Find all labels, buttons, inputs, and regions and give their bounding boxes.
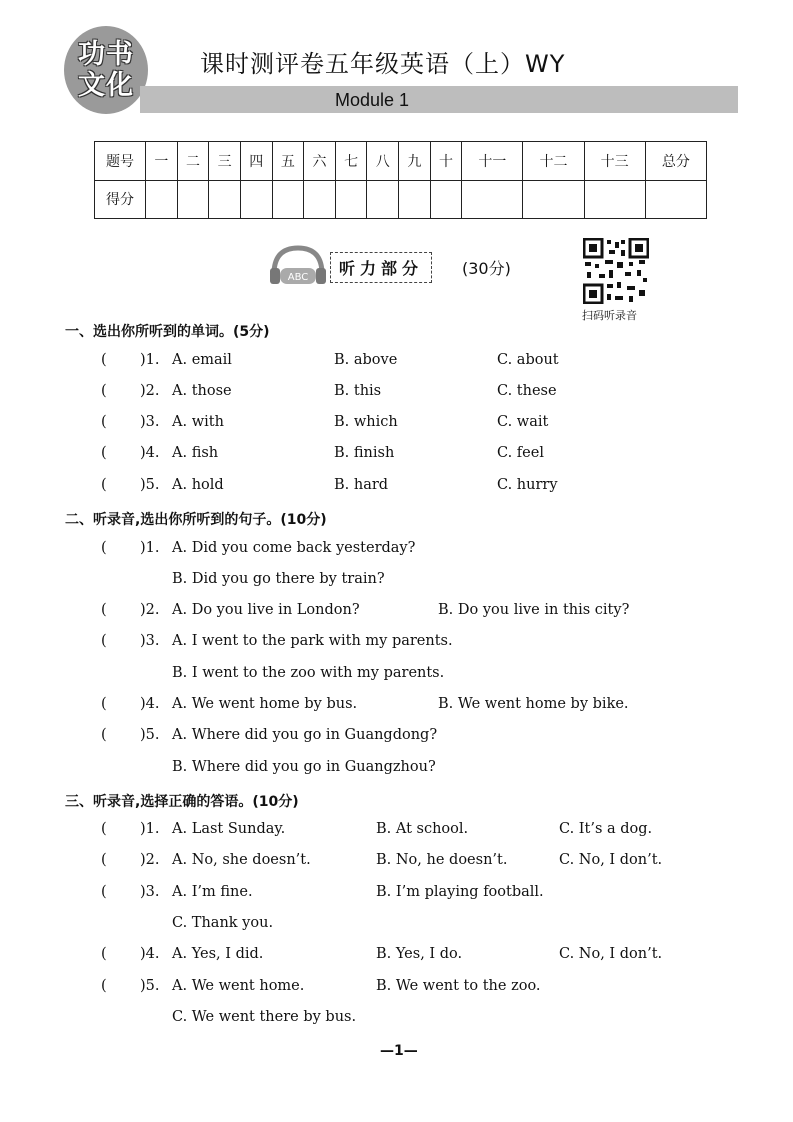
- option-c: C. It’s a dog.: [559, 821, 653, 837]
- answer-paren[interactable]: (: [101, 978, 107, 994]
- column-header: 十一: [462, 142, 523, 181]
- option-b: B. Yes, I do.: [376, 946, 463, 962]
- question-number: )2.: [140, 383, 160, 399]
- score-cell[interactable]: [430, 180, 462, 219]
- option-a: A. Did you come back yesterday?: [172, 540, 416, 556]
- question-number: )2.: [140, 602, 160, 618]
- answer-paren[interactable]: (: [101, 946, 107, 962]
- score-cell[interactable]: [584, 180, 645, 219]
- score-cell[interactable]: [177, 180, 209, 219]
- option-b: B. which: [334, 414, 398, 430]
- option-a: A. email: [172, 352, 232, 368]
- option-b: B. Did you go there by train?: [172, 571, 385, 587]
- headphone-text: ABC: [287, 272, 309, 283]
- question-number: )5.: [140, 978, 160, 994]
- column-header: 总分: [645, 142, 706, 181]
- question-number: )3.: [140, 884, 160, 900]
- question-number: )4.: [140, 696, 160, 712]
- option-c: C. hurry: [497, 477, 558, 493]
- module-label: Module 1: [335, 90, 410, 110]
- column-header: 十: [430, 142, 462, 181]
- logo-text-bottom: 文化: [78, 70, 134, 101]
- option-b: B. hard: [334, 477, 389, 493]
- answer-paren[interactable]: (: [101, 445, 107, 461]
- option-a: A. Last Sunday.: [172, 821, 286, 837]
- section-2-title: 二、听录音,选出你所听到的句子。(10分): [65, 512, 327, 528]
- question-number: )1.: [140, 821, 160, 837]
- option-a: A. fish: [172, 445, 219, 461]
- answer-paren[interactable]: (: [101, 383, 107, 399]
- score-cell[interactable]: [335, 180, 367, 219]
- question-number: )5.: [140, 727, 160, 743]
- module-band: [140, 86, 738, 113]
- option-b: B. I went to the zoo with my parents.: [172, 665, 445, 681]
- question-number: )5.: [140, 477, 160, 493]
- option-a: A. with: [172, 414, 224, 430]
- score-cell[interactable]: [367, 180, 399, 219]
- question-number: )1.: [140, 352, 160, 368]
- answer-paren[interactable]: (: [101, 821, 107, 837]
- option-c: C. these: [497, 383, 557, 399]
- listening-score: (30分): [462, 259, 511, 278]
- answer-paren[interactable]: (: [101, 602, 107, 618]
- score-cell[interactable]: [272, 180, 304, 219]
- page-title: 课时测评卷五年级英语（上）WY: [200, 50, 566, 78]
- answer-paren[interactable]: (: [101, 414, 107, 430]
- column-header: 十三: [584, 142, 645, 181]
- option-c: C. wait: [497, 414, 549, 430]
- option-c: C. feel: [497, 445, 544, 461]
- question-number: )4.: [140, 445, 160, 461]
- score-cell[interactable]: [304, 180, 336, 219]
- score-cell[interactable]: [240, 180, 272, 219]
- option-c: C. We went there by bus.: [172, 1009, 357, 1025]
- page-number: —1—: [380, 1043, 418, 1059]
- option-b: B. finish: [334, 445, 395, 461]
- score-cell[interactable]: [146, 180, 178, 219]
- column-header: 一: [146, 142, 178, 181]
- column-header: 六: [304, 142, 336, 181]
- answer-paren[interactable]: (: [101, 696, 107, 712]
- option-a: A. I went to the park with my parents.: [172, 633, 453, 649]
- answer-paren[interactable]: (: [101, 352, 107, 368]
- header-cell: 得分: [95, 180, 146, 219]
- option-b: B. this: [334, 383, 382, 399]
- option-a: A. those: [172, 383, 232, 399]
- publisher-logo: [64, 26, 148, 114]
- score-table: [94, 141, 707, 219]
- score-cell[interactable]: [209, 180, 241, 219]
- option-b: B. At school.: [376, 821, 469, 837]
- option-b: B. Do you live in this city?: [438, 602, 630, 618]
- answer-paren[interactable]: (: [101, 477, 107, 493]
- option-a: A. Where did you go in Guangdong?: [172, 727, 438, 743]
- qr-label: 扫码听录音: [582, 309, 637, 322]
- logo-text-top: 功书: [78, 39, 134, 70]
- answer-paren[interactable]: (: [101, 852, 107, 868]
- option-b: B. I’m playing football.: [376, 884, 544, 900]
- listening-banner: 听力部分: [330, 252, 432, 283]
- score-header-row: [95, 142, 707, 181]
- answer-paren[interactable]: (: [101, 633, 107, 649]
- question-number: )3.: [140, 633, 160, 649]
- column-header: 十二: [523, 142, 584, 181]
- score-value-row: [95, 180, 707, 219]
- option-a: A. We went home by bus.: [172, 696, 358, 712]
- question-number: )2.: [140, 852, 160, 868]
- column-header: 三: [209, 142, 241, 181]
- header-cell: 题号: [95, 142, 146, 181]
- option-b: B. Where did you go in Guangzhou?: [172, 759, 436, 775]
- option-a: A. I’m fine.: [172, 884, 253, 900]
- option-c: C. about: [497, 352, 559, 368]
- score-cell[interactable]: [523, 180, 584, 219]
- column-header: 七: [335, 142, 367, 181]
- section-1-title: 一、选出你所听到的单词。(5分): [65, 324, 270, 340]
- column-header: 九: [399, 142, 431, 181]
- option-c: C. No, I don’t.: [559, 852, 663, 868]
- option-a: A. hold: [172, 477, 224, 493]
- headphones-icon: [268, 244, 328, 288]
- score-cell[interactable]: [462, 180, 523, 219]
- option-b: B. No, he doesn’t.: [376, 852, 508, 868]
- column-header: 四: [240, 142, 272, 181]
- section-3-title: 三、听录音,选择正确的答语。(10分): [65, 794, 299, 810]
- option-b: B. We went home by bike.: [438, 696, 629, 712]
- option-c: C. No, I don’t.: [559, 946, 663, 962]
- question-number: )4.: [140, 946, 160, 962]
- score-cell[interactable]: [399, 180, 431, 219]
- option-a: A. Do you live in London?: [172, 602, 360, 618]
- option-a: A. No, she doesn’t.: [172, 852, 311, 868]
- column-header: 八: [367, 142, 399, 181]
- answer-paren[interactable]: (: [101, 540, 107, 556]
- answer-paren[interactable]: (: [101, 884, 107, 900]
- option-a: A. We went home.: [172, 978, 305, 994]
- qr-code-icon[interactable]: [583, 238, 649, 304]
- option-c: C. Thank you.: [172, 915, 274, 931]
- question-number: )3.: [140, 414, 160, 430]
- option-b: B. above: [334, 352, 398, 368]
- column-header: 五: [272, 142, 304, 181]
- option-a: A. Yes, I did.: [172, 946, 264, 962]
- column-header: 二: [177, 142, 209, 181]
- question-number: )1.: [140, 540, 160, 556]
- option-b: B. We went to the zoo.: [376, 978, 541, 994]
- score-cell[interactable]: [645, 180, 706, 219]
- answer-paren[interactable]: (: [101, 727, 107, 743]
